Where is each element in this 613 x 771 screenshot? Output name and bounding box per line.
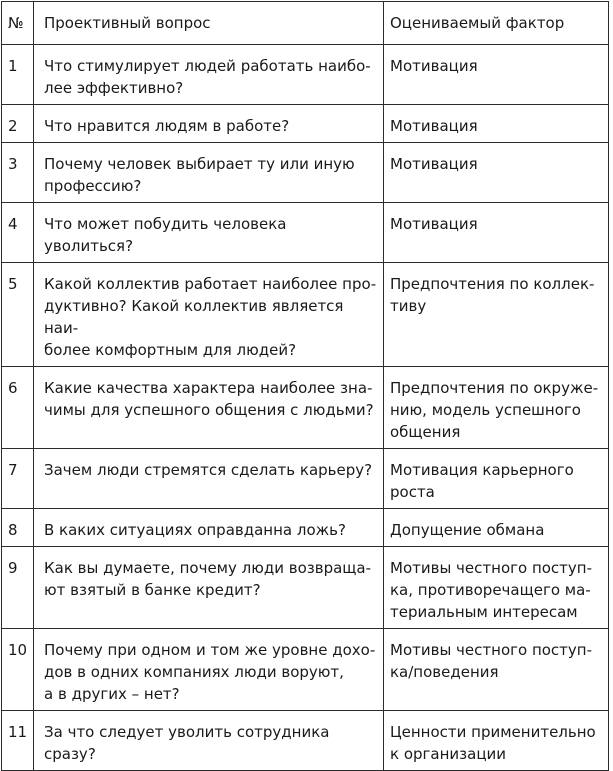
row-question: Почему человек выбирает ту или иную профессию? [34, 143, 384, 203]
row-factor: Мотивы честного поступ- ка/поведения [384, 629, 609, 711]
row-number: 7 [2, 449, 34, 509]
row-question: В каких ситуациях оправданна ложь? [34, 509, 384, 547]
table-row [2, 203, 609, 263]
table-row [2, 711, 609, 771]
row-number: 2 [2, 105, 34, 143]
row-factor: Мотивация [384, 203, 609, 263]
header-factor: Оцениваемый фактор [384, 2, 609, 45]
header-number: № [2, 2, 34, 45]
row-factor: Мотивация [384, 105, 609, 143]
table-row [2, 629, 609, 711]
table-row [2, 263, 609, 367]
row-number: 9 [2, 547, 34, 629]
row-question: Какие качества характера наиболее зна- чимы для успешного общения с людьми? [34, 367, 384, 449]
row-question: Что может побудить человека уволиться? [34, 203, 384, 263]
row-factor: Мотивация [384, 143, 609, 203]
row-question: За что следует уволить сотрудника сразу? [34, 711, 384, 771]
table-row [2, 509, 609, 547]
row-question: Какой коллектив работает наиболее про- дуктивно? Какой коллектив является наи- более комфортным для людей? [34, 263, 384, 367]
row-factor: Предпочтения по коллек- тиву [384, 263, 609, 367]
table-row [2, 105, 609, 143]
row-factor: Мотивы честного поступ- ка, противоречащего ма- териальным интересам [384, 547, 609, 629]
table-row [2, 367, 609, 449]
row-factor: Ценности применительно к организации [384, 711, 609, 771]
row-question: Что нравится людям в работе? [34, 105, 384, 143]
row-number: 5 [2, 263, 34, 367]
row-question: Что стимулирует людей работать наибо- лее эффективно? [34, 45, 384, 105]
table-row [2, 449, 609, 509]
row-number: 10 [2, 629, 34, 711]
row-number: 4 [2, 203, 34, 263]
row-question: Как вы думаете, почему люди возвраща- ют взятый в банке кредит? [34, 547, 384, 629]
row-question: Почему при одном и том же уровне дохо- дов в одних компаниях люди воруют, а в других – нет? [34, 629, 384, 711]
header-question: Проективный вопрос [34, 2, 384, 45]
row-factor: Допущение обмана [384, 509, 609, 547]
row-number: 8 [2, 509, 34, 547]
table-row [2, 143, 609, 203]
row-number: 3 [2, 143, 34, 203]
questions-table [1, 1, 609, 771]
table-row [2, 45, 609, 105]
table-row [2, 547, 609, 629]
row-factor: Предпочтения по окруже- нию, модель успешного общения [384, 367, 609, 449]
row-number: 1 [2, 45, 34, 105]
row-number: 11 [2, 711, 34, 771]
row-number: 6 [2, 367, 34, 449]
table-header-row [2, 2, 609, 45]
row-factor: Мотивация [384, 45, 609, 105]
table-body [2, 45, 609, 771]
row-question: Зачем люди стремятся сделать карьеру? [34, 449, 384, 509]
row-factor: Мотивация карьерного роста [384, 449, 609, 509]
